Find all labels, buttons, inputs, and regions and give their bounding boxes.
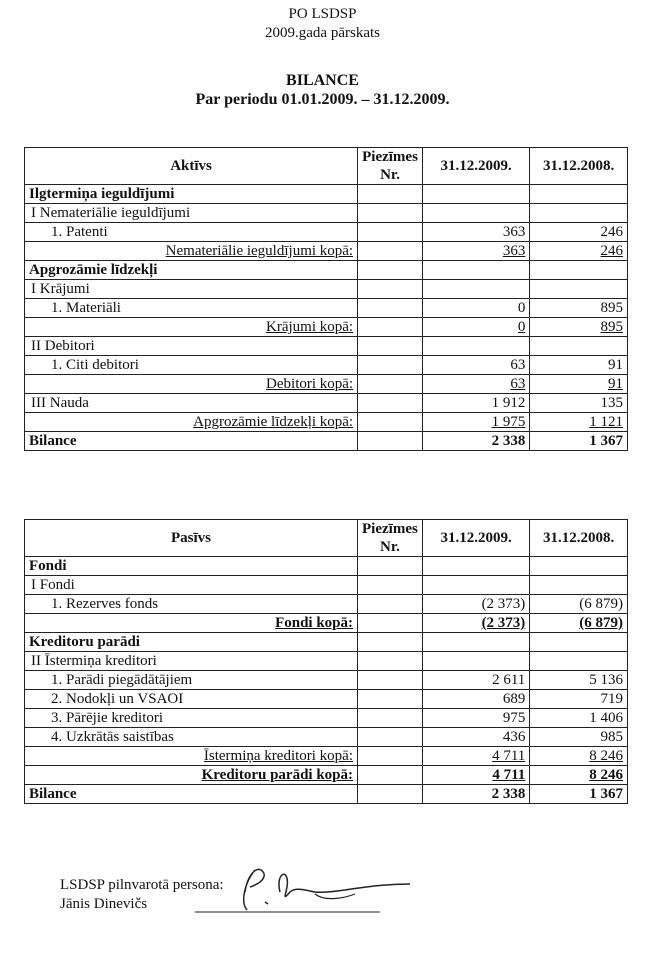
value-2009-text: 4 711 (492, 767, 526, 783)
row-label-text: 1. Parādi piegādātājiem (51, 672, 193, 688)
value-2009-text: 363 (502, 243, 526, 259)
value-2009-text: 63 (510, 357, 526, 373)
row-label (25, 394, 358, 413)
value-2009 (422, 261, 529, 280)
table-row (25, 356, 628, 375)
table-row (25, 375, 628, 394)
row-label-text: Kreditoru parādi (29, 634, 140, 650)
row-label (25, 747, 358, 766)
signatory-role: LSDSP pilnvarotā persona: (60, 877, 224, 893)
table-row (25, 185, 628, 204)
col-2009: 31.12.2009. (422, 520, 529, 557)
row-label (25, 432, 358, 451)
value-2009 (422, 299, 529, 318)
row-label (25, 557, 358, 576)
value-2009 (422, 242, 529, 261)
value-2009 (422, 394, 529, 413)
value-2008 (530, 766, 628, 785)
row-notes (358, 557, 423, 576)
value-2008 (530, 413, 628, 432)
table-row (25, 261, 628, 280)
row-notes (358, 223, 423, 242)
table-row (25, 576, 628, 595)
row-label (25, 576, 358, 595)
value-2008 (530, 299, 628, 318)
value-2009 (422, 375, 529, 394)
row-label-text: 2. Nodokļi un VSAOI (51, 691, 184, 707)
row-notes (358, 633, 423, 652)
value-2009 (422, 614, 529, 633)
value-2008 (530, 557, 628, 576)
value-2009-text: 63 (510, 376, 526, 392)
row-label (25, 280, 358, 299)
assets-header-row (25, 148, 628, 185)
value-2009-text: 363 (502, 224, 526, 240)
value-2008 (530, 356, 628, 375)
row-notes (358, 318, 423, 337)
value-2009 (422, 709, 529, 728)
row-label (25, 337, 358, 356)
value-2008 (530, 242, 628, 261)
value-2009-text: 689 (502, 691, 526, 707)
table-row (25, 204, 628, 223)
table-row (25, 413, 628, 432)
row-notes (358, 185, 423, 204)
row-label (25, 728, 358, 747)
row-label-text: II Debitori (31, 338, 95, 354)
value-2008-text: 8 246 (589, 767, 623, 783)
value-2008 (530, 337, 628, 356)
row-notes (358, 432, 423, 451)
value-2009-text: 0 (517, 300, 526, 316)
value-2008-text: 1 367 (589, 786, 623, 802)
value-2009 (422, 766, 529, 785)
row-notes (358, 413, 423, 432)
row-notes (358, 576, 423, 595)
row-label-text: 1. Rezerves fonds (51, 596, 159, 612)
value-2009-text: 2 338 (491, 786, 526, 802)
value-2008 (530, 223, 628, 242)
row-label (25, 671, 358, 690)
value-2008 (530, 204, 628, 223)
value-2008 (530, 633, 628, 652)
row-label-text: 4. Uzkrātās saistības (51, 729, 174, 745)
table-row (25, 785, 628, 804)
row-label-text: Fondi kopā: (275, 615, 354, 631)
row-label-text: Krājumi kopā: (266, 319, 354, 335)
row-label (25, 690, 358, 709)
value-2009-text: 2 611 (492, 672, 526, 688)
table-row (25, 394, 628, 413)
row-label (25, 204, 358, 223)
document-title: BILANCE (286, 72, 359, 89)
value-2009 (422, 690, 529, 709)
row-notes (358, 242, 423, 261)
row-notes (358, 299, 423, 318)
value-2009-text: (2 373) (481, 615, 526, 631)
col-2008: 31.12.2008. (530, 520, 628, 557)
row-label-text: Ilgtermiņa ieguldījumi (29, 186, 175, 202)
value-2009-text: 975 (502, 710, 526, 726)
row-notes (358, 690, 423, 709)
row-label-text: 1. Citi debitori (51, 357, 139, 373)
value-2009 (422, 280, 529, 299)
row-label (25, 185, 358, 204)
value-2009 (422, 356, 529, 375)
col-notes: Piezīmes Nr. (358, 520, 423, 557)
row-label-text: Nemateriālie ieguldījumi kopā: (165, 243, 354, 259)
value-2009 (422, 413, 529, 432)
row-notes (358, 356, 423, 375)
col-2008: 31.12.2008. (530, 148, 628, 185)
row-notes (358, 785, 423, 804)
row-label-text: I Krājumi (31, 281, 90, 297)
value-2008-text: 719 (600, 691, 623, 707)
table-row (25, 595, 628, 614)
row-label (25, 709, 358, 728)
value-2008 (530, 690, 628, 709)
value-2009 (422, 747, 529, 766)
value-2009 (422, 185, 529, 204)
value-2008-text: (6 879) (579, 596, 623, 612)
handwritten-signature (195, 862, 425, 922)
value-2008 (530, 576, 628, 595)
value-2009 (422, 728, 529, 747)
value-2008-text: 895 (600, 319, 623, 335)
value-2008 (530, 280, 628, 299)
value-2008-text: 5 136 (589, 672, 623, 688)
value-2008 (530, 261, 628, 280)
row-notes (358, 671, 423, 690)
row-label-text: Īstermiņa kreditori kopā: (203, 748, 354, 764)
row-notes (358, 337, 423, 356)
row-label-text: Fondi (29, 558, 67, 574)
table-row (25, 280, 628, 299)
row-notes (358, 261, 423, 280)
liabilities-header-row (25, 520, 628, 557)
col-pasivs: Pasīvs (25, 520, 358, 557)
table-row (25, 766, 628, 785)
row-label-text: Kreditoru parādi kopā: (201, 767, 354, 783)
value-2008 (530, 785, 628, 804)
value-2008 (530, 728, 628, 747)
row-label-text: 1. Materiāli (51, 300, 121, 316)
value-2009 (422, 223, 529, 242)
value-2009-text: 436 (502, 729, 526, 745)
row-label (25, 242, 358, 261)
row-label-text: Bilance (29, 433, 77, 449)
row-label (25, 223, 358, 242)
row-label-text: I Fondi (31, 577, 75, 593)
row-label-text: Apgrozāmie līdzekļi (29, 262, 158, 278)
row-label (25, 299, 358, 318)
row-label (25, 261, 358, 280)
value-2009-text: 2 338 (491, 433, 526, 449)
signatory-name: Jānis Dinevičs (60, 896, 148, 912)
row-notes (358, 595, 423, 614)
table-row (25, 728, 628, 747)
table-row (25, 337, 628, 356)
value-2009 (422, 576, 529, 595)
row-label (25, 413, 358, 432)
liabilities-table (24, 519, 628, 804)
assets-table (24, 147, 628, 451)
value-2008 (530, 432, 628, 451)
value-2009-text: 1 912 (491, 395, 526, 411)
row-notes (358, 280, 423, 299)
row-label-text: Bilance (29, 786, 77, 802)
value-2008 (530, 747, 628, 766)
row-label (25, 318, 358, 337)
row-label-text: I Nemateriālie ieguldījumi (31, 205, 191, 221)
value-2009 (422, 204, 529, 223)
value-2008-text: 246 (600, 224, 623, 240)
value-2009-text: (2 373) (481, 596, 526, 612)
table-row (25, 614, 628, 633)
value-2009 (422, 432, 529, 451)
table-row (25, 557, 628, 576)
row-notes (358, 614, 423, 633)
value-2009 (422, 318, 529, 337)
row-label-text: Debitori kopā: (266, 376, 354, 392)
col-2009: 31.12.2009. (422, 148, 529, 185)
row-notes (358, 709, 423, 728)
value-2008-text: 895 (600, 300, 623, 316)
row-notes (358, 728, 423, 747)
value-2008-text: 91 (608, 376, 623, 392)
row-label-text: Apgrozāmie līdzekļi kopā: (193, 414, 354, 430)
value-2009-text: 4 711 (492, 748, 526, 764)
value-2008-text: 246 (600, 243, 623, 259)
row-label (25, 785, 358, 804)
period: Par periodu 01.01.2009. – 31.12.2009. (195, 91, 450, 108)
row-label (25, 766, 358, 785)
row-label (25, 356, 358, 375)
row-notes (358, 375, 423, 394)
value-2009 (422, 652, 529, 671)
value-2009-text: 1 975 (491, 414, 526, 430)
value-2009 (422, 633, 529, 652)
value-2008-text: 135 (600, 395, 623, 411)
row-label (25, 633, 358, 652)
value-2008-text: 1 121 (589, 414, 623, 430)
row-notes (358, 766, 423, 785)
table-row (25, 633, 628, 652)
table-row (25, 747, 628, 766)
row-notes (358, 652, 423, 671)
value-2008-text: 8 246 (589, 748, 623, 764)
row-notes (358, 394, 423, 413)
table-row (25, 709, 628, 728)
value-2008 (530, 709, 628, 728)
value-2008-text: 1 406 (589, 710, 623, 726)
value-2008 (530, 595, 628, 614)
col-aktivs: Aktīvs (25, 148, 358, 185)
value-2009-text: 0 (517, 319, 526, 335)
table-row (25, 671, 628, 690)
value-2009 (422, 557, 529, 576)
value-2008 (530, 394, 628, 413)
value-2008-text: 91 (608, 357, 623, 373)
value-2008 (530, 375, 628, 394)
row-label-text: 1. Patenti (51, 224, 108, 240)
row-label (25, 375, 358, 394)
table-row (25, 318, 628, 337)
table-row (25, 223, 628, 242)
table-row (25, 690, 628, 709)
value-2008 (530, 652, 628, 671)
value-2008-text: (6 879) (579, 615, 623, 631)
value-2008-text: 985 (600, 729, 623, 745)
row-label (25, 652, 358, 671)
value-2008 (530, 185, 628, 204)
value-2008-text: 1 367 (589, 433, 623, 449)
row-label-text: III Nauda (31, 395, 89, 411)
table-row (25, 432, 628, 451)
table-row (25, 299, 628, 318)
value-2009 (422, 671, 529, 690)
row-label (25, 595, 358, 614)
value-2008 (530, 614, 628, 633)
value-2008 (530, 671, 628, 690)
row-label-text: II Īstermiņa kreditori (31, 653, 157, 669)
org-name: PO LSDSP (288, 6, 357, 22)
value-2009 (422, 785, 529, 804)
table-row (25, 242, 628, 261)
row-notes (358, 204, 423, 223)
col-notes: Piezīmes Nr. (358, 148, 423, 185)
row-label-text: 3. Pārējie kreditori (51, 710, 164, 726)
value-2009 (422, 595, 529, 614)
row-notes (358, 747, 423, 766)
value-2009 (422, 337, 529, 356)
report-name: 2009.gada pārskats (265, 25, 380, 41)
row-label (25, 614, 358, 633)
value-2008 (530, 318, 628, 337)
table-row (25, 652, 628, 671)
